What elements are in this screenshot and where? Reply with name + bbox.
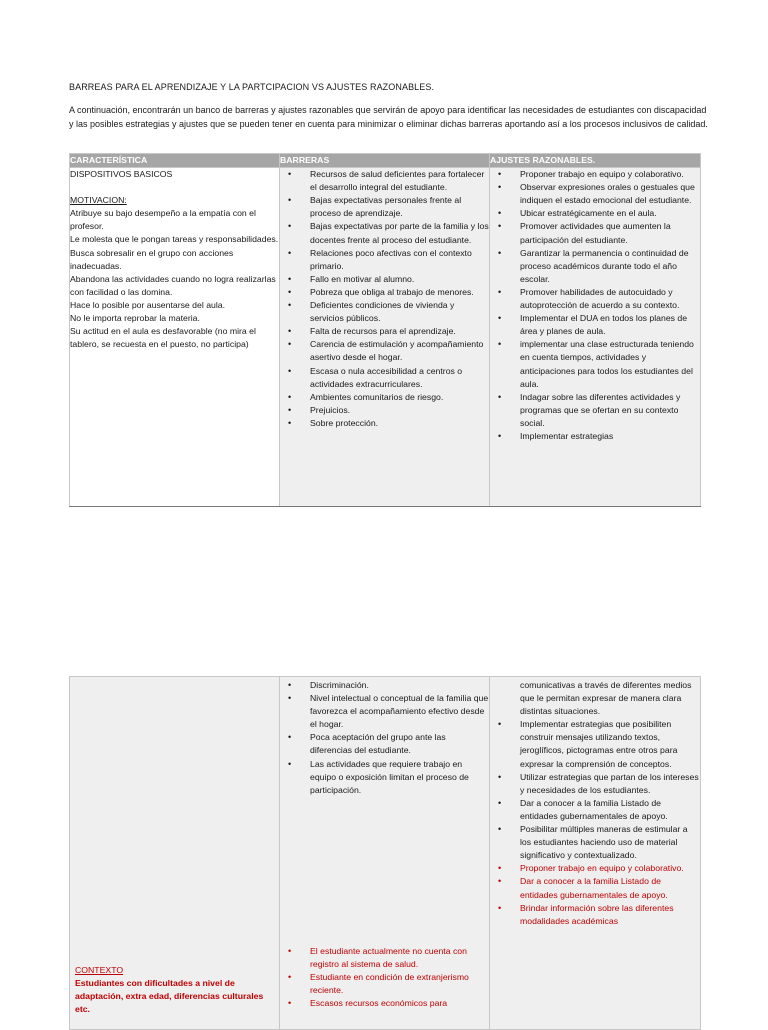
list-item-text: Carencia de estimulación y acompañamiento asertivo desde el hogar. — [310, 339, 484, 363]
bullet-icon: • — [498, 771, 502, 782]
list-item-text: Implementar estrategias — [520, 430, 614, 441]
bullet-icon: • — [288, 300, 292, 311]
bullet-icon: • — [288, 286, 292, 297]
list-item-text: Poca aceptación del grupo ante las diferencias del estudiante. — [310, 732, 446, 756]
list-item-text: Ambientes comunitarios de riesgo. — [310, 391, 444, 402]
table-row — [70, 168, 701, 507]
list-item-text: Dar a conocer a la familia Listado de entidades gubernamentales de apoyo. — [520, 876, 668, 900]
list-item — [280, 692, 489, 731]
ajustes-continuation: comunicativas a través de diferentes medios que le permitan expresar de manera clara distintas situaciones. — [520, 680, 692, 717]
list-item — [490, 823, 700, 862]
caracteristica-line: Le molesta que le pongan tareas y responsabilidades. — [70, 234, 279, 245]
bullet-icon: • — [288, 972, 292, 983]
list-item — [490, 338, 700, 390]
list-item — [280, 273, 489, 286]
list-item-text: Utilizar estrategias que partan de los intereses y necesidades de los estudiantes. — [520, 771, 699, 795]
bullet-icon: • — [498, 286, 502, 297]
contexto-block — [75, 964, 271, 1016]
list-item — [490, 391, 700, 430]
bullet-icon: • — [288, 273, 292, 284]
ajustes-list — [490, 718, 700, 862]
bullet-icon: • — [498, 797, 502, 808]
bullet-icon: • — [288, 758, 292, 769]
bullet-icon: • — [498, 313, 502, 324]
bullet-icon: • — [498, 863, 502, 874]
list-item — [490, 286, 700, 312]
bullet-icon: • — [498, 876, 502, 887]
list-item — [490, 207, 700, 220]
motivacion-subheading: MOTIVACION: — [70, 195, 127, 206]
header-ajustes: AJUSTES RAZONABLES. — [490, 154, 701, 168]
bullet-icon: • — [288, 998, 292, 1009]
list-item-text: Dar a conocer a la familia Listado de entidades gubernamentales de apoyo. — [520, 797, 668, 821]
list-item-text: Proponer trabajo en equipo y colaborativo. — [520, 169, 684, 180]
list-item-text: Posibilitar múltiples maneras de estimular a los estudiantes haciendo uso de material significativo y contextualizado. — [520, 824, 688, 861]
bullet-icon: • — [498, 719, 502, 730]
list-item-text: Falta de recursos para el aprendizaje. — [310, 326, 456, 337]
caracteristica-line: Atribuye su bajo desempeño a la empatía con el profesor. — [70, 208, 256, 232]
list-item-text: Recursos de salud deficientes para fortalecer el desarrollo integral del estudiante. — [310, 169, 485, 193]
bullet-icon: • — [498, 182, 502, 193]
list-item-text: Relaciones poco afectivas con el contexto primario. — [310, 247, 472, 271]
list-item — [490, 902, 700, 928]
list-item-text: implementar una clase estructurada teniendo en cuenta tiempos, actividades y anticipaciones para todos los estudiantes del aula. — [520, 339, 694, 389]
list-item — [280, 679, 489, 692]
list-item-text: Brindar información sobre las diferentes modalidades académicas — [520, 902, 674, 926]
caracteristica-line: No le importa reprobar la materia. — [70, 313, 200, 324]
list-item — [490, 797, 700, 823]
list-item-text: Escasa o nula accesibilidad a centros o actividades extracurriculares. — [310, 365, 463, 389]
list-item-text: Prejuicios. — [310, 404, 351, 415]
ajustes-red-list — [490, 862, 700, 927]
intro-paragraph: A continuación, encontrarán un banco de barreras y ajustes razonables que servirán de apoyo para identificar las necesidades de estudiantes con discapacidad y las posibles estrategias y ajustes que se pueden tener en cuenta para minimizar o eliminar dichas barreras aportando así a los procesos inclusivos de calidad. — [69, 105, 708, 129]
list-item — [490, 168, 700, 181]
list-item — [490, 862, 700, 875]
list-item-text: Bajas expectativas por parte de la familia y los docentes frente al proceso del estudiante. — [310, 221, 489, 245]
bullet-icon: • — [288, 365, 292, 376]
list-item-text: Garantizar la permanencia o continuidad de proceso académicos durante todo el año escolar. — [520, 247, 689, 284]
list-item-text: Fallo en motivar al alumno. — [310, 273, 415, 284]
list-item — [280, 286, 489, 299]
bullet-icon: • — [288, 732, 292, 743]
list-item — [490, 312, 700, 338]
bullet-icon: • — [288, 693, 292, 704]
list-item — [280, 168, 489, 194]
contexto-label: CONTEXTO — [75, 965, 124, 975]
list-item — [280, 325, 489, 338]
list-item — [280, 194, 489, 220]
ajustes-cell — [490, 168, 701, 507]
list-item-text: Escasos recursos económicos para — [310, 998, 448, 1009]
list-item-text: Deficientes condiciones de vivienda y servicios públicos. — [310, 300, 455, 324]
list-item — [280, 338, 489, 364]
bullet-icon: • — [288, 680, 292, 690]
bullet-icon: • — [288, 169, 292, 180]
list-item-text: Implementar estrategias que posibiliten construir mensajes utilizando textos, jeroglíficos, pictogramas entre otros para expresar la comprensión de conceptos. — [520, 719, 678, 769]
list-item-text: Estudiante en condición de extranjerismo reciente. — [310, 972, 469, 996]
bullet-icon: • — [498, 339, 502, 350]
header-caracteristica: CARACTERÍSTICA — [70, 154, 280, 168]
contexto-description: Estudiantes con dificultades a nivel de adaptación, extra edad, diferencias culturales etc. — [75, 978, 264, 1015]
caracteristica-line: Su actitud en el aula es desfavorable (no mira el tablero, se recuesta en el puesto, no participa) — [70, 326, 256, 350]
list-item-text: Promover habilidades de autocuidado y autoprotección de acuerdo a su contexto. — [520, 286, 680, 311]
bullet-icon: • — [288, 391, 292, 402]
bullet-icon: • — [498, 247, 502, 258]
caracteristica-line: Abandona las actividades cuando no logra realizarlas con facilidad o las domina. — [70, 273, 276, 297]
barreras-list — [280, 679, 489, 797]
table-row — [70, 677, 701, 1030]
header-barreras: BARRERAS — [280, 154, 490, 168]
list-item — [280, 417, 489, 430]
barreras-cell — [280, 677, 490, 1030]
bullet-icon: • — [498, 391, 502, 402]
list-item-text: Sobre protección. — [310, 417, 379, 428]
list-item — [490, 430, 700, 443]
bullet-icon: • — [498, 221, 502, 232]
bullet-icon: • — [288, 339, 292, 350]
bullet-icon: • — [498, 824, 502, 835]
list-item — [280, 247, 489, 273]
barriers-table-part-1 — [69, 153, 701, 507]
ajustes-cell — [490, 677, 701, 1030]
list-item — [490, 771, 700, 797]
bullet-icon: • — [498, 208, 502, 219]
bullet-icon: • — [288, 326, 292, 337]
list-item — [490, 181, 700, 207]
list-item — [280, 391, 489, 404]
barreras-cell — [280, 168, 490, 507]
list-item-text: Bajas expectativas personales frente al proceso de aprendizaje. — [310, 195, 462, 219]
caracteristica-line: Busca sobresalir en el grupo con acciones inadecuadas. — [70, 247, 234, 271]
bullet-icon: • — [288, 417, 292, 428]
document-title: BARREAS PARA EL APRENDIZAJE Y LA PARTCIPACION VS AJUSTES RAZONABLES. — [69, 82, 435, 92]
table-header-row — [70, 154, 701, 168]
bullet-icon: • — [288, 247, 292, 258]
list-item-text: Nivel intelectual o conceptual de la familia que favorezca el acompañamiento efectivo desde el hogar. — [310, 693, 489, 730]
list-item-text: Proponer trabajo en equipo y colaborativo. — [520, 863, 684, 874]
list-item-text: Las actividades que requiere trabajo en equipo o exposición limitan el proceso de participación. — [310, 758, 469, 795]
list-item-text: Pobreza que obliga al trabajo de menores. — [310, 286, 474, 297]
list-item-text: Ubicar estratégicamente en el aula. — [520, 208, 657, 219]
list-item — [490, 875, 700, 901]
caracteristica-cell — [70, 168, 280, 507]
bullet-icon: • — [498, 902, 502, 913]
list-item-text: Promover actividades que aumenten la participación del estudiante. — [520, 221, 671, 245]
list-item — [490, 247, 700, 286]
caracteristica-lines — [70, 207, 279, 351]
bullet-icon: • — [498, 169, 502, 180]
list-item — [280, 299, 489, 325]
list-item — [280, 731, 489, 757]
list-item — [280, 758, 489, 797]
list-item — [280, 971, 489, 997]
list-item — [490, 220, 700, 246]
list-item — [280, 997, 489, 1010]
barreras-red-list — [280, 945, 489, 1010]
list-item-text: El estudiante actualmente no cuenta con registro al sistema de salud. — [310, 945, 467, 969]
barreras-list — [280, 168, 489, 430]
list-item-text: Discriminación. — [310, 680, 369, 690]
caracteristica-line: Hace lo posible por ausentarse del aula. — [70, 299, 226, 310]
list-item — [280, 365, 489, 391]
bullet-icon: • — [288, 404, 292, 415]
bullet-icon: • — [498, 430, 502, 441]
list-item — [280, 220, 489, 246]
list-item-text: Indagar sobre las diferentes actividades y programas que se ofertan en su contexto social. — [520, 391, 681, 428]
bullet-icon: • — [288, 195, 292, 206]
list-item — [280, 404, 489, 417]
list-item-text: Implementar el DUA en todos los planes de área y planes de aula. — [520, 313, 688, 337]
list-item — [490, 718, 700, 770]
list-item-text: Observar expresiones orales o gestuales que indiquen el estado emocional del estudiante. — [520, 182, 695, 206]
bullet-icon: • — [288, 221, 292, 232]
ajustes-list — [490, 168, 700, 443]
dispositivos-heading: DISPOSITIVOS BASICOS — [70, 169, 173, 180]
caracteristica-cell — [70, 677, 280, 1030]
bullet-icon: • — [288, 945, 292, 956]
list-item — [280, 945, 489, 971]
barriers-table-part-2 — [69, 676, 701, 1030]
